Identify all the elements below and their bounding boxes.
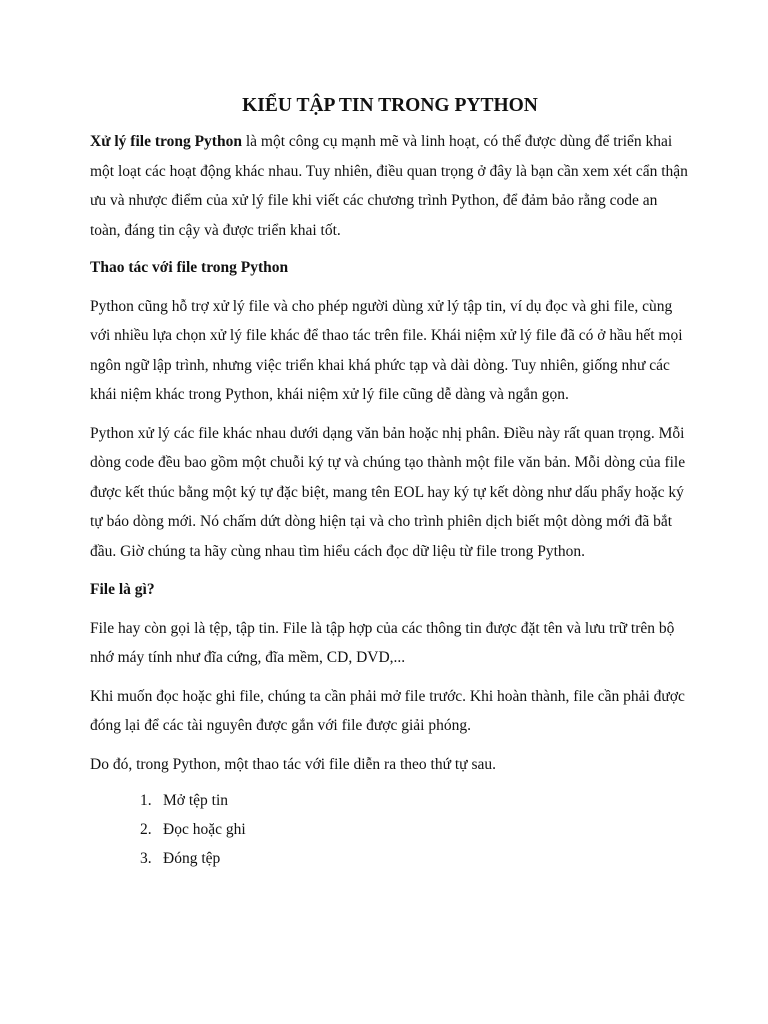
document-title: KIỂU TẬP TIN TRONG PYTHON [242, 95, 538, 116]
section-heading-file-operations: Thao tác với file trong Python [90, 259, 289, 276]
document-page [90, 93, 690, 873]
list-item [90, 844, 690, 873]
section-heading-what-is-file: File là gì? [90, 581, 155, 598]
list-number: 3. [140, 850, 152, 867]
intro-text: là một công cụ mạnh mẽ và linh hoạt, có thể được dùng để triển khai một loạt các hoạt động khác nhau. Tuy nhiên, điều quan trọng ở đây là bạn cần xem xét cẩn thận ưu và nhược điểm của xử lý file khi viết các chương trình Python, để đảm bảo rằng code an toàn, đáng tin cậy và được triển khai tốt. [90, 133, 688, 239]
intro-paragraph [90, 127, 690, 245]
list-item [90, 815, 690, 844]
intro-bold-lead: Xử lý file trong Python [90, 133, 242, 150]
list-text: Mở tệp tin [163, 792, 229, 809]
paragraph-file-handling: Python cũng hỗ trợ xử lý file và cho phép người dùng xử lý tập tin, ví dụ đọc và ghi file, cùng với nhiều lựa chọn xử lý file khác để thao tác trên file. Khái niệm xử lý file đã có ở hầu hết mọi ngôn ngữ lập trình, nhưng việc triển khai khá phức tạp và dài dòng. Tuy nhiên, giống như các khái niệm khác trong Python, khái niệm xử lý file cũng dễ dàng và ngắn gọn. [90, 297, 683, 403]
paragraph-order: Do đó, trong Python, một thao tác với file diễn ra theo thứ tự sau. [90, 755, 496, 773]
paragraph-open-close: Khi muốn đọc hoặc ghi file, chúng ta cần phải mở file trước. Khi hoàn thành, file cần phải được đóng lại để các tài nguyên được gắn với file được giải phóng. [90, 687, 685, 734]
list-number: 1. [140, 792, 152, 809]
list-text: Đóng tệp [163, 850, 221, 867]
list-text: Đọc hoặc ghi [163, 821, 246, 838]
list-item [90, 786, 690, 815]
paragraph-file-definition: File hay còn gọi là tệp, tập tin. File là tập hợp của các thông tin được đặt tên và lưu trữ trên bộ nhớ máy tính như đĩa cứng, đĩa mềm, CD, DVD,... [90, 619, 675, 666]
steps-list [90, 786, 690, 873]
paragraph-text-binary: Python xử lý các file khác nhau dưới dạng văn bản hoặc nhị phân. Điều này rất quan trọng. Mỗi dòng code đều bao gồm một chuỗi ký tự và chúng tạo thành một file văn bản. Mỗi dòng của file được kết thúc bằng một ký tự đặc biệt, mang tên EOL hay ký tự kết dòng như dấu phẩy hoặc ký tự báo dòng mới. Nó chấm dứt dòng hiện tại và cho trình phiên dịch biết một dòng mới đã bắt đầu. Giờ chúng ta hãy cùng nhau tìm hiểu cách đọc dữ liệu từ file trong Python. [90, 424, 686, 560]
list-number: 2. [140, 821, 152, 838]
